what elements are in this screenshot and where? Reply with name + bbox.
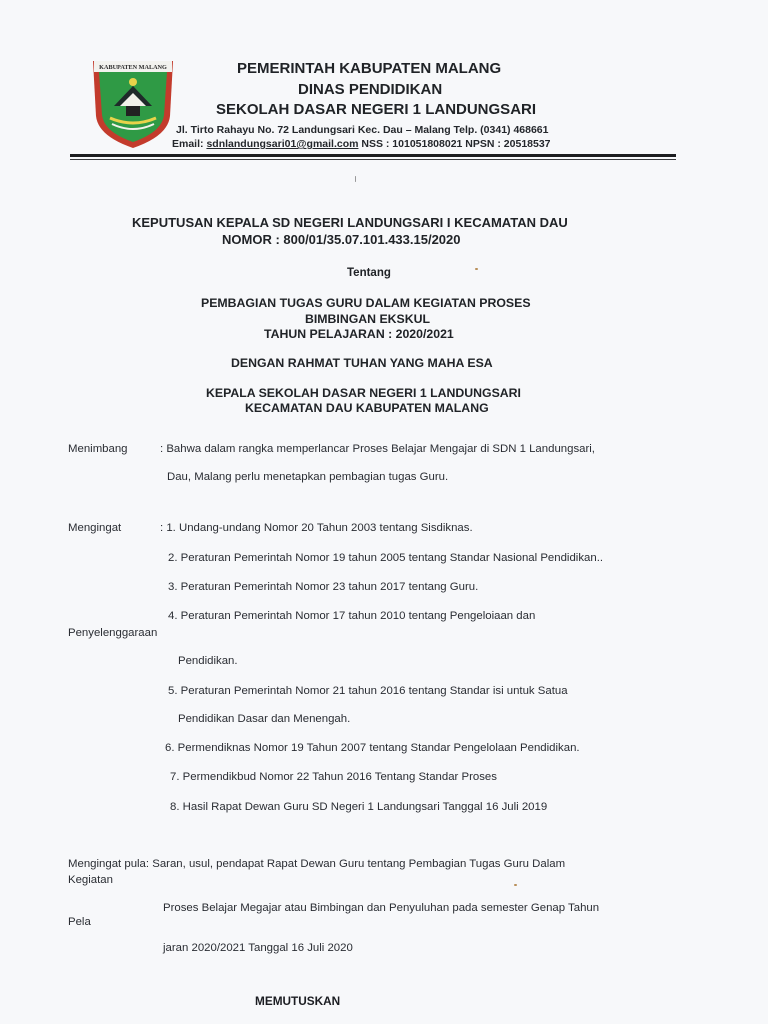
mengingat-label: Mengingat bbox=[68, 522, 122, 534]
subject-line-1: PEMBAGIAN TUGAS GURU DALAM KEGIATAN PROSES bbox=[201, 296, 531, 310]
kepala-line-1: KEPALA SEKOLAH DASAR NEGERI 1 LANDUNGSARI bbox=[206, 386, 521, 400]
subject-line-3: TAHUN PELAJARAN : 2020/2021 bbox=[264, 327, 454, 341]
mengingat-pula-wrap-1: Kegiatan bbox=[68, 874, 113, 886]
scan-speck bbox=[514, 884, 517, 886]
kop-pemerintah: PEMERINTAH KABUPATEN MALANG bbox=[237, 60, 502, 77]
scan-speck bbox=[475, 268, 478, 270]
kop-sekolah: SEKOLAH DASAR NEGERI 1 LANDUNGSARI bbox=[216, 101, 537, 118]
mengingat-item-2: 2. Peraturan Pemerintah Nomor 19 tahun 2005 tentang Standar Nasional Pendidikan.. bbox=[168, 552, 604, 564]
mengingat-item-5-cont: Pendidikan Dasar dan Menengah. bbox=[178, 713, 351, 725]
mengingat-item-4-cont: Pendidikan. bbox=[178, 655, 238, 667]
school-address: Jl. Tirto Rahayu No. 72 Landungsari Kec. Dau – Malang Telp. (0341) 468661 bbox=[176, 124, 549, 136]
kabupaten-malang-emblem bbox=[90, 58, 176, 150]
mengingat-item-8: 8. Hasil Rapat Dewan Guru SD Negeri 1 Landungsari Tanggal 16 Juli 2019 bbox=[170, 801, 548, 813]
emblem-text: KABUPATEN MALANG bbox=[99, 64, 167, 71]
letterhead-rule-thin bbox=[70, 159, 676, 160]
menimbang-text: : Bahwa dalam rangka memperlancar Proses Belajar Mengajar di SDN 1 Landungsari, bbox=[160, 443, 595, 455]
mengingat-pula-line-1: Mengingat pula: Saran, usul, pendapat Rapat Dewan Guru tentang Pembagian Tugas Guru Dalam bbox=[68, 858, 566, 870]
mengingat-item-4-wrap: Penyelenggaraan bbox=[68, 627, 158, 639]
scan-speck bbox=[355, 176, 356, 182]
mengingat-pula-line-3: jaran 2020/2021 Tanggal 16 Juli 2020 bbox=[163, 942, 353, 954]
decree-number: NOMOR : 800/01/35.07.101.433.15/2020 bbox=[222, 232, 461, 247]
school-ids: NSS : 101051808021 NPSN : 20518537 bbox=[358, 138, 551, 150]
mengingat-item-3: 3. Peraturan Pemerintah Nomor 23 tahun 2017 tentang Guru. bbox=[168, 581, 479, 593]
kepala-line-2: KECAMATAN DAU KABUPATEN MALANG bbox=[245, 401, 489, 415]
mengingat-item-4: 4. Peraturan Pemerintah Nomor 17 tahun 2010 tentang Pengeloiaan dan bbox=[168, 610, 536, 622]
school-contact bbox=[172, 138, 551, 150]
rahmat-line: DENGAN RAHMAT TUHAN YANG MAHA ESA bbox=[231, 356, 493, 370]
subject-line-2: BIMBINGAN EKSKUL bbox=[305, 312, 431, 326]
mengingat-item-7: 7. Permendikbud Nomor 22 Tahun 2016 Tentang Standar Proses bbox=[170, 771, 497, 783]
letterhead-rule bbox=[70, 154, 676, 157]
decree-title: KEPUTUSAN KEPALA SD NEGERI LANDUNGSARI I KECAMATAN DAU bbox=[132, 215, 568, 230]
mengingat-item-6: 6. Permendiknas Nomor 19 Tahun 2007 tentang Standar Pengelolaan Pendidikan. bbox=[165, 742, 580, 754]
school-email-link[interactable]: sdnlandungsari01@gmail.com bbox=[206, 138, 359, 150]
email-label: Email: bbox=[172, 138, 207, 150]
mengingat-pula-wrap-2: Pela bbox=[68, 916, 91, 928]
menimbang-label: Menimbang bbox=[68, 443, 128, 455]
memutuskan-heading: MEMUTUSKAN bbox=[255, 994, 341, 1008]
mengingat-item-5: 5. Peraturan Pemerintah Nomor 21 tahun 2016 tentang Standar isi untuk Satua bbox=[168, 685, 568, 697]
mengingat-pula-line-2: Proses Belajar Megajar atau Bimbingan dan Penyuluhan pada semester Genap Tahun bbox=[163, 902, 600, 914]
menimbang-text-cont: Dau, Malang perlu menetapkan pembagian tugas Guru. bbox=[167, 471, 449, 483]
mengingat-item-1: : 1. Undang-undang Nomor 20 Tahun 2003 tentang Sisdiknas. bbox=[160, 522, 473, 534]
kop-dinas: DINAS PENDIDIKAN bbox=[298, 81, 443, 98]
tentang-heading: Tentang bbox=[347, 267, 391, 279]
